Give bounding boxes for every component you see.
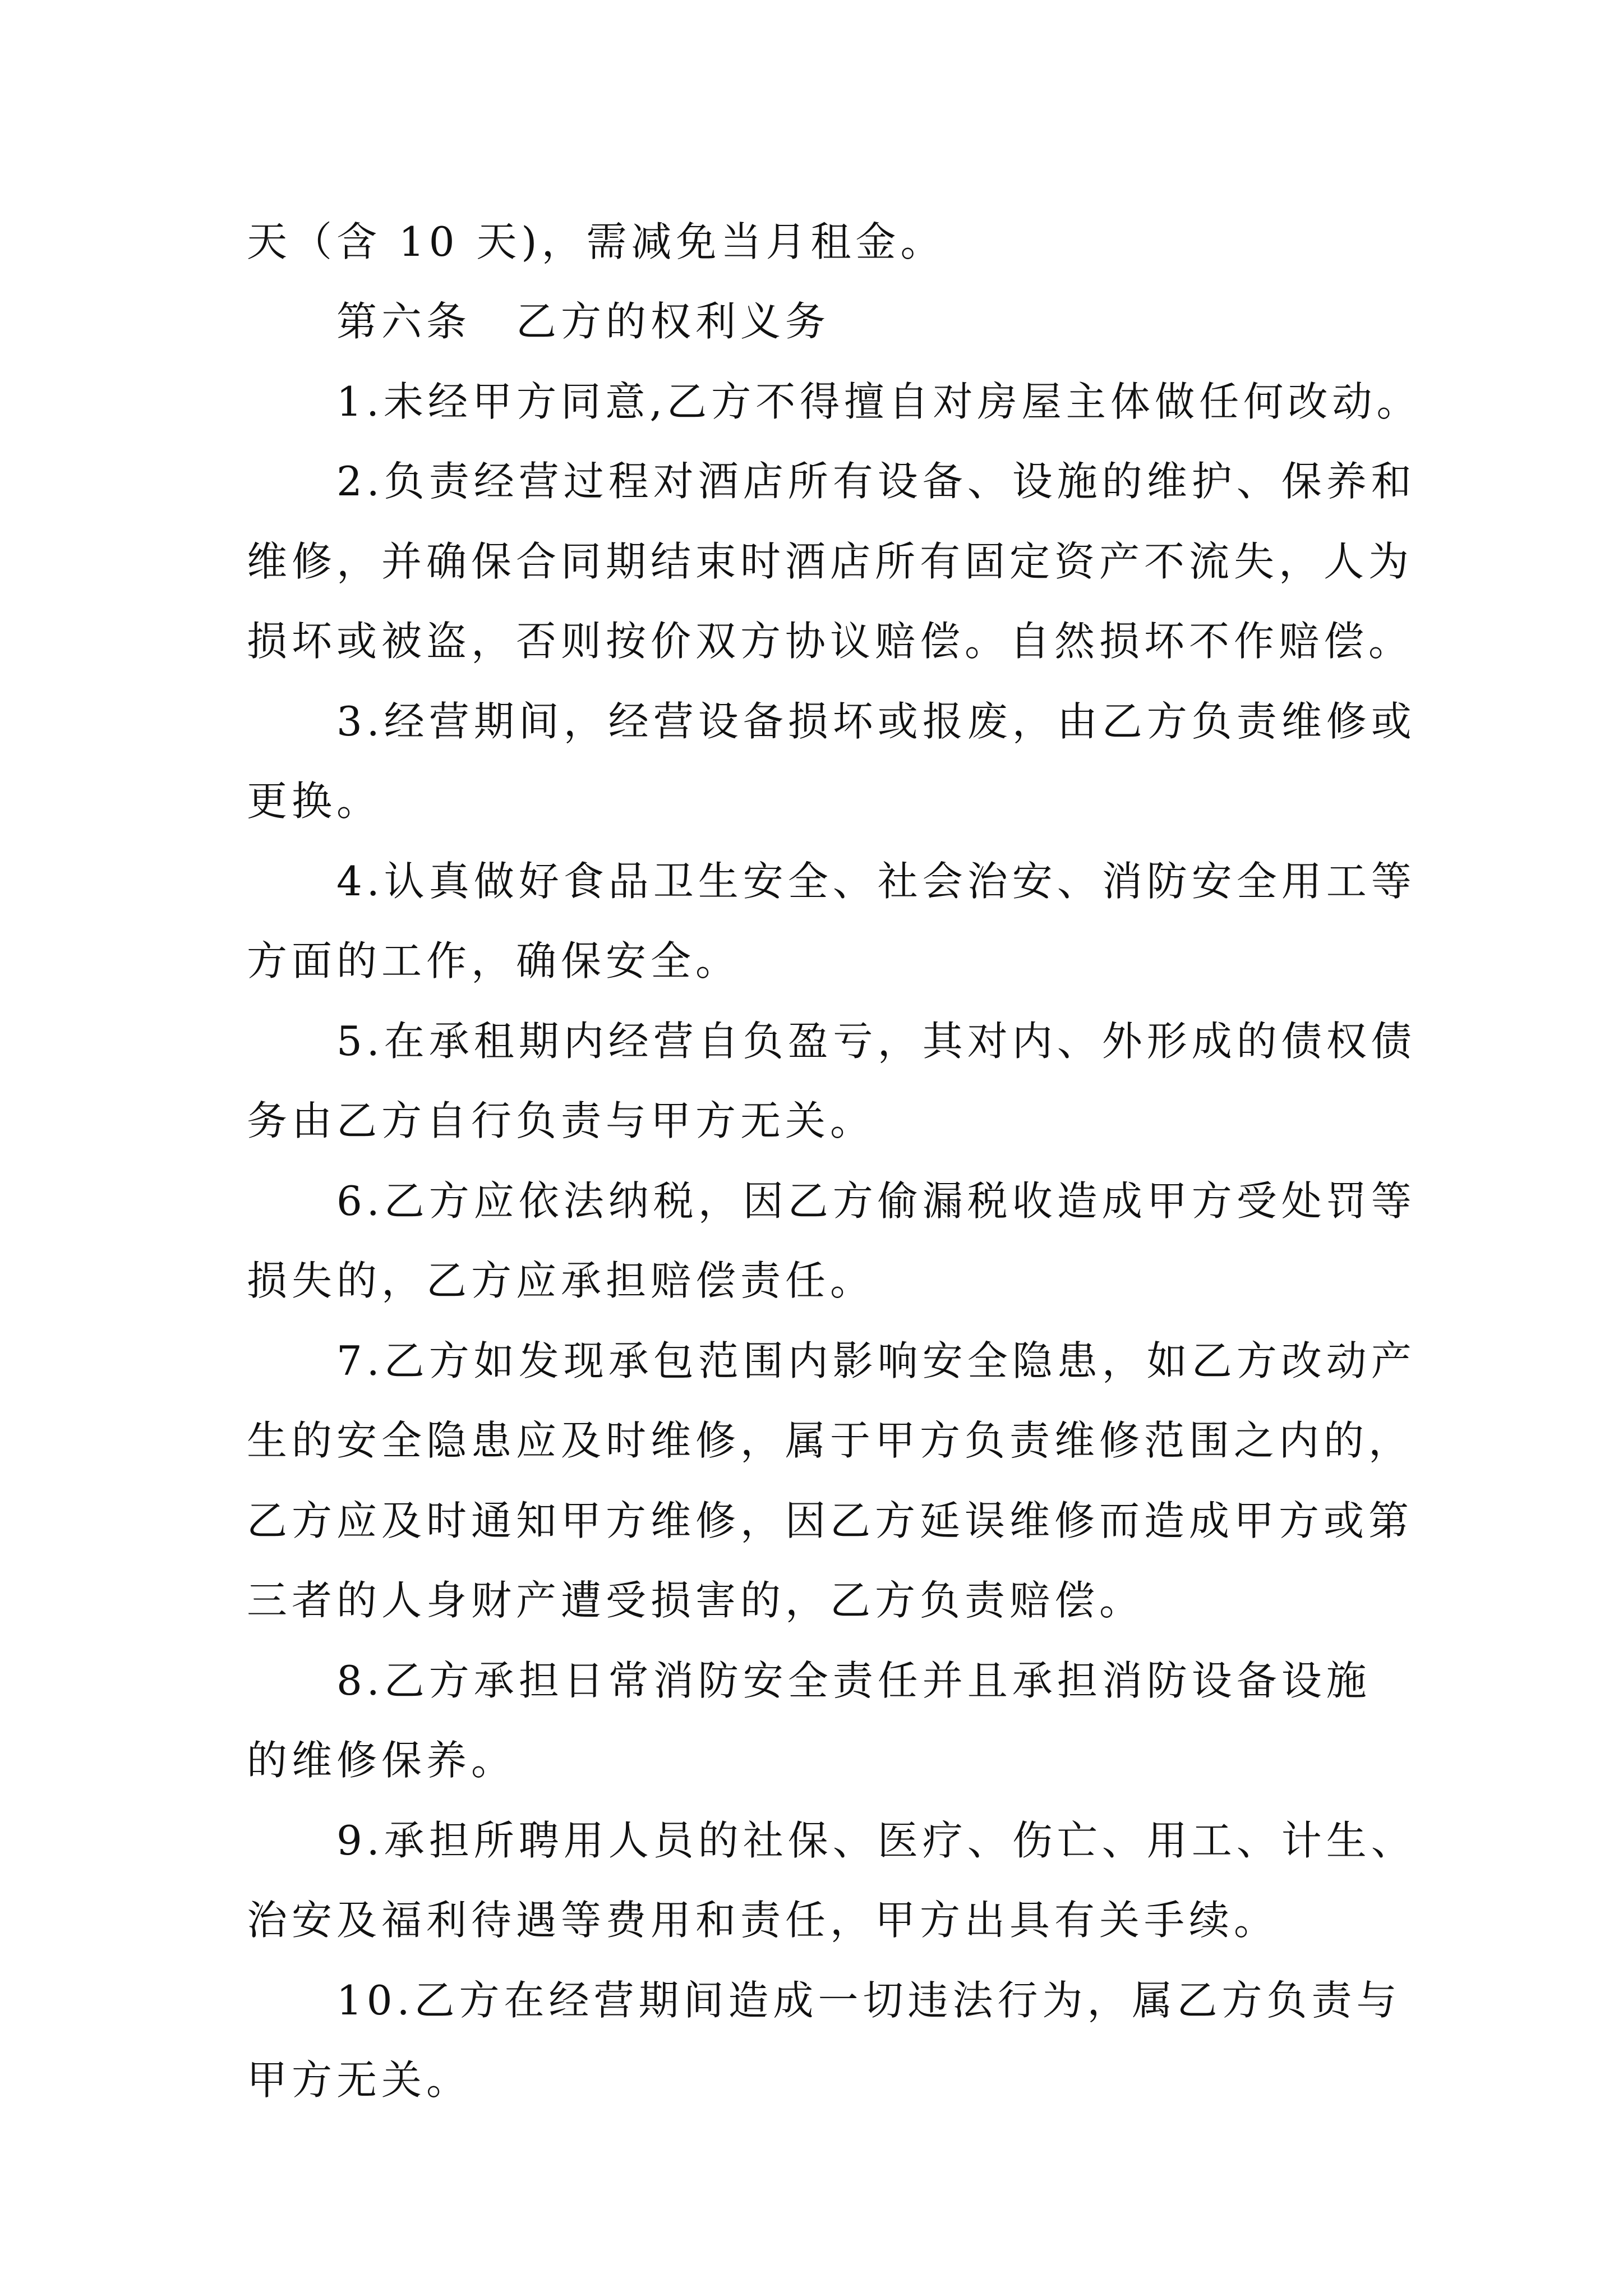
text-line: 1.未经甲方同意,乙方不得擅自对房屋主体做任何改动。: [336, 378, 1421, 425]
text-line: 8.乙方承担日常消防安全责任并且承担消防设备设施: [336, 1657, 1371, 1704]
text-line: 2.负责经营过程对酒店所有设备、设施的维护、保养和: [336, 458, 1416, 505]
text-line: 方面的工作，确保安全。: [247, 937, 741, 984]
text-line: 更换。: [247, 777, 382, 825]
text-line: 治安及福利待遇等费用和责任，甲方出具有关手续。: [247, 1897, 1279, 1944]
text-line: 三者的人身财产遭受损害的，乙方负责赔偿。: [247, 1577, 1145, 1624]
text-line: 4.认真做好食品卫生安全、社会治安、消防安全用工等: [336, 858, 1416, 905]
text-line: 天（含 10 天)，需减免当月租金。: [247, 218, 946, 265]
text-line: 3.经营期间，经营设备损坏或报废，由乙方负责维修或: [336, 698, 1416, 745]
article-heading: 第六条 乙方的权利义务: [336, 298, 831, 345]
text-line: 损坏或被盗，否则按价双方协议赔偿。自然损坏不作赔偿。: [247, 618, 1414, 665]
text-line: 务由乙方自行负责与甲方无关。: [247, 1097, 875, 1144]
text-line: 生的安全隐患应及时维修，属于甲方负责维修范围之内的，: [247, 1417, 1414, 1464]
text-line: 维修，并确保合同期结束时酒店所有固定资产不流失，人为: [247, 538, 1414, 585]
text-line: 5.在承租期内经营自负盈亏，其对内、外形成的债权债: [336, 1018, 1416, 1065]
text-line: 9.承担所聘用人员的社保、医疗、伤亡、用工、计生、: [336, 1817, 1416, 1864]
text-line: 7.乙方如发现承包范围内影响安全隐患，如乙方改动产: [336, 1337, 1416, 1384]
text-line: 的维修保养。: [247, 1737, 517, 1784]
text-line: 损失的，乙方应承担赔偿责任。: [247, 1257, 875, 1304]
text-line: 6.乙方应依法纳税，因乙方偷漏税收造成甲方受处罚等: [336, 1177, 1416, 1225]
text-line: 甲方无关。: [247, 2056, 472, 2104]
text-line: 乙方应及时通知甲方维修，因乙方延误维修而造成甲方或第: [247, 1497, 1414, 1544]
text-line: 10.乙方在经营期间造成一切违法行为，属乙方负责与: [336, 1977, 1401, 2024]
